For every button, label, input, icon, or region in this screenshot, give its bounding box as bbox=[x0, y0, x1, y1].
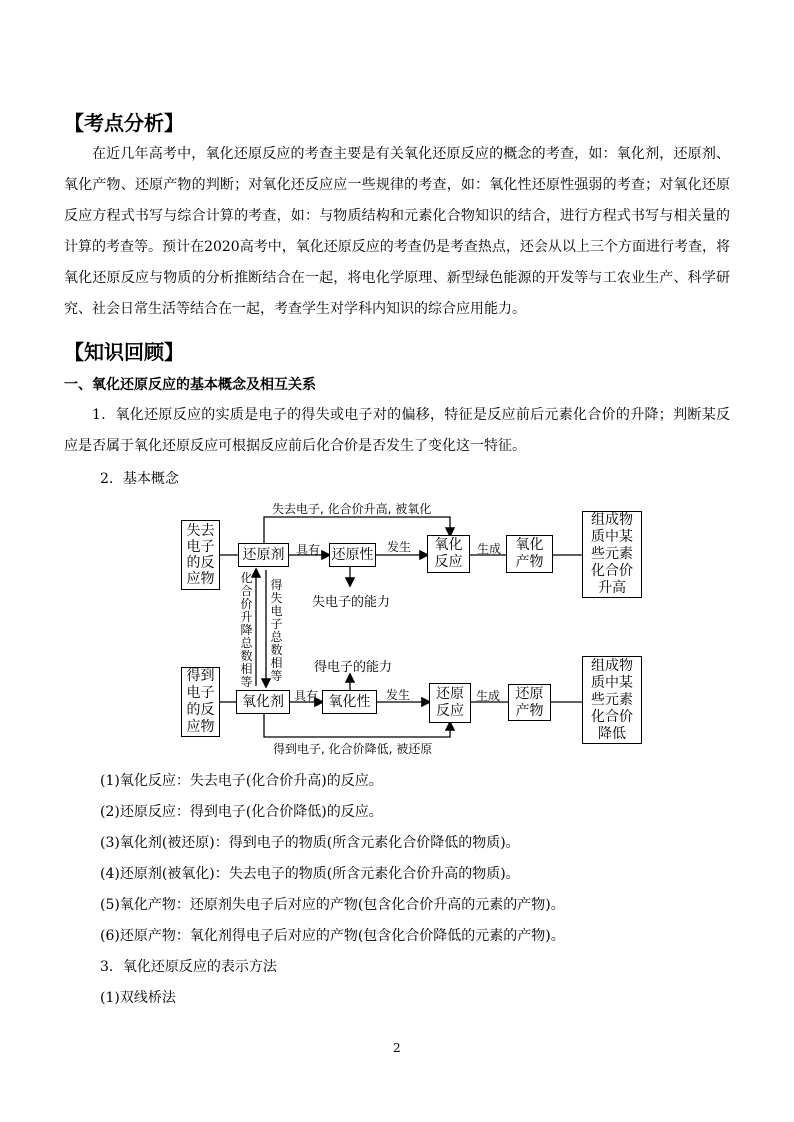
definition-item: (5)氧化产物：还原剂失电子后对应的产物(包含化合价升高的元素的产物)。 bbox=[100, 897, 565, 913]
definition-item: (2)还原反应：得到电子(化合价降低)的反应。 bbox=[100, 804, 383, 820]
section-title-review: 【知识回顾】 bbox=[64, 340, 184, 364]
definition-item: (1)氧化反应：失去电子(化合价升高)的反应。 bbox=[100, 773, 383, 789]
label-lose-ability: 失电子的能力 bbox=[312, 595, 391, 610]
definition-item: (6)还原产物：氧化剂得电子后对应的产物(包含化合价降低的元素的产物)。 bbox=[100, 928, 565, 944]
section-title-analysis: 【考点分析】 bbox=[64, 111, 184, 135]
label-gain-ability: 得电子的能力 bbox=[314, 660, 393, 675]
box-reduction-reaction: 还原反应 bbox=[429, 683, 471, 723]
item-3-sub-heading: (1)双线桥法 bbox=[100, 990, 176, 1006]
label-valence-total-equal: 化合价升降总数相等 bbox=[240, 571, 253, 689]
label-top-occurs: 发生 bbox=[387, 540, 412, 554]
analysis-paragraph: 在近几年高考中，氧化还原反应的考查主要是有关氧化还原反应的概念的考查，如：氧化剂，还原剂、氧化产物、还原产物的判断；对氧化还反应应一些规律的考查，如：氧化性还原性强弱的考查；对氧化还原反应方程式书写与综合计算的考查，如：与物质结构和元素化合物知识的结合，进行方程式书写与相关量的计算的考查等。预计在2020高考中，氧化还原反应的考查仍是考查热点，还会从以上三个方面进行考查，将氧化还原反应与物质的分析推断结合在一起，将电化学原理、新型绿色能源的开发等与工农业生产、科学研究、社会日常生活等结合在一起，考查学生对学科内知识的综合应用能力。 bbox=[64, 146, 730, 317]
label-bot-forms: 生成 bbox=[476, 689, 501, 703]
label-bot-has: 具有 bbox=[294, 689, 319, 703]
definition-item: (3)氧化剂(被还原)：得到电子的物质(所含元素化合价降低的物质)。 bbox=[100, 835, 520, 851]
box-oxidation-product: 氧化产物 bbox=[506, 535, 553, 573]
box-oxidizability: 氧化性 bbox=[322, 690, 377, 714]
box-valence-drop: 组成物质中某些元素化合价降低 bbox=[582, 656, 642, 744]
label-bot-arc: 得到电子, 化合价降低, 被还原 bbox=[273, 742, 433, 756]
label-electron-total-equal: 得失电子总数相等 bbox=[270, 578, 283, 683]
subsection-title: 一、氧化还原反应的基本概念及相互关系 bbox=[64, 377, 316, 393]
label-bot-occurs: 发生 bbox=[386, 688, 411, 702]
item-3-heading: 3．氧化还原反应的表示方法 bbox=[100, 959, 277, 975]
box-reductant: 还原剂 bbox=[238, 543, 289, 567]
definition-item: (4)还原剂(被氧化)：失去电子的物质(所含元素化合价升高的物质)。 bbox=[100, 866, 520, 882]
label-top-has: 具有 bbox=[296, 543, 321, 557]
box-oxidation-reaction: 氧化反应 bbox=[427, 535, 470, 573]
page-number: 2 bbox=[393, 1041, 401, 1055]
item-1-paragraph: 1．氧化还原反应的实质是电子的得失或电子对的偏移，特征是反应前后元素化合价的升降；判断某反应是否属于氧化还原反应可根据反应前后化合价是否发生了变化这一特征。 bbox=[64, 407, 730, 454]
item-2-heading: 2．基本概念 bbox=[100, 471, 179, 487]
label-top-forms: 生成 bbox=[477, 542, 502, 556]
box-oxidant: 氧化剂 bbox=[236, 690, 290, 714]
box-valence-rise: 组成物质中某些元素化合价升高 bbox=[582, 511, 642, 598]
box-lose-electron-reactant: 失去电子的反应物 bbox=[181, 520, 220, 590]
box-reducibility: 还原性 bbox=[329, 543, 376, 567]
box-gain-electron-reactant: 得到电子的反应物 bbox=[181, 667, 220, 737]
box-reduction-product: 还原产物 bbox=[508, 684, 551, 721]
label-top-arc: 失去电子, 化合价升高, 被氧化 bbox=[272, 502, 432, 516]
